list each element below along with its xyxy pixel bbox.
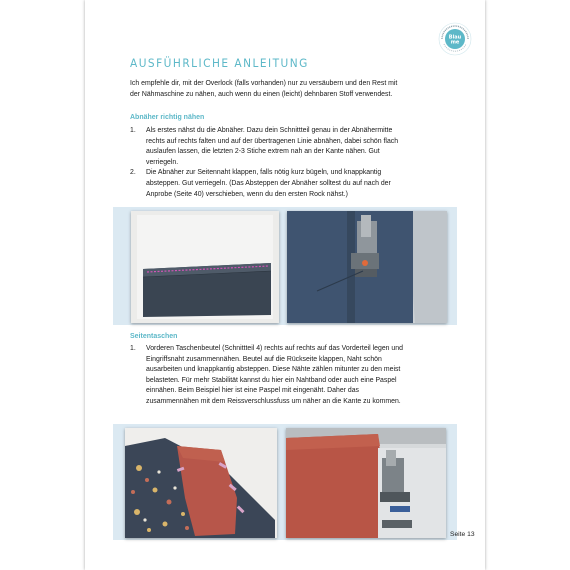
list-item: 2. Die Abnäher zur Seitennaht klappen, falls nötig kurz bügeln, und knappkantig absteppen. Gut verriegeln. (Das Absteppen der Abnäher solltest du auf nach der Anprobe (Seite 40) verschieben, wenn du den ersten Rock nähst.): [130, 169, 391, 198]
pocket-steps: [130, 344, 465, 408]
svg-text:Blau: Blau: [448, 34, 462, 41]
photo-pocket-pinned: [125, 428, 277, 538]
list-item: 1. Vorderen Taschenbeutel (Schnittteil 4) rechts auf rechts auf das Vorderteil legen und Eingriffsnaht zusammennähen. Beutel auf die Rückseite klappen, Naht schön ausarbeiten und knappkantig absteppen. Diese Nähte zählen mitunter zu den meist belasteten. Für mehr Stabilität kannst du hier ein Nahtband oder auch eine Paspel einnähen. Beim Beispiel hier ist eine Paspel mit eingenäht. Daher das zusammennähen mit dem Reissverschlussfuss um näher an die Kante zu kommen.: [130, 345, 403, 405]
list-item: 1. Als erstes nähst du die Abnäher. Dazu dein Schnittteil genau in der Abnähermitte rechts auf rechts falten und auf der übertragenen Linie abnähen, dabei schön flach auslaufen lassen, die letzten 2-3 Stiche extrem nah an der Kante nähen. Gut verriegeln.: [130, 127, 399, 166]
svg-text:me: me: [450, 39, 460, 46]
page-number: Seite 13: [450, 531, 475, 538]
page-title: AUSFÜHRLICHE ANLEITUNG: [130, 56, 309, 70]
section-title-darts: Abnäher richtig nähen: [130, 114, 205, 121]
photo-dart-stitching: [287, 211, 447, 323]
darts-steps: [130, 126, 465, 200]
photo-dart-fold: [131, 211, 279, 323]
intro-text: Ich empfehle dir, mit der Overlock (falls vorhanden) nur zu versäubern und den Rest mit der Nähmaschine zu nähen, auch wenn du einen (leicht) dehnbaren Stoff verwendest.: [130, 80, 398, 98]
photo-pocket-sewing: [286, 428, 446, 538]
section-title-pockets: Seitentaschen: [130, 333, 178, 340]
brand-logo: [438, 22, 472, 56]
